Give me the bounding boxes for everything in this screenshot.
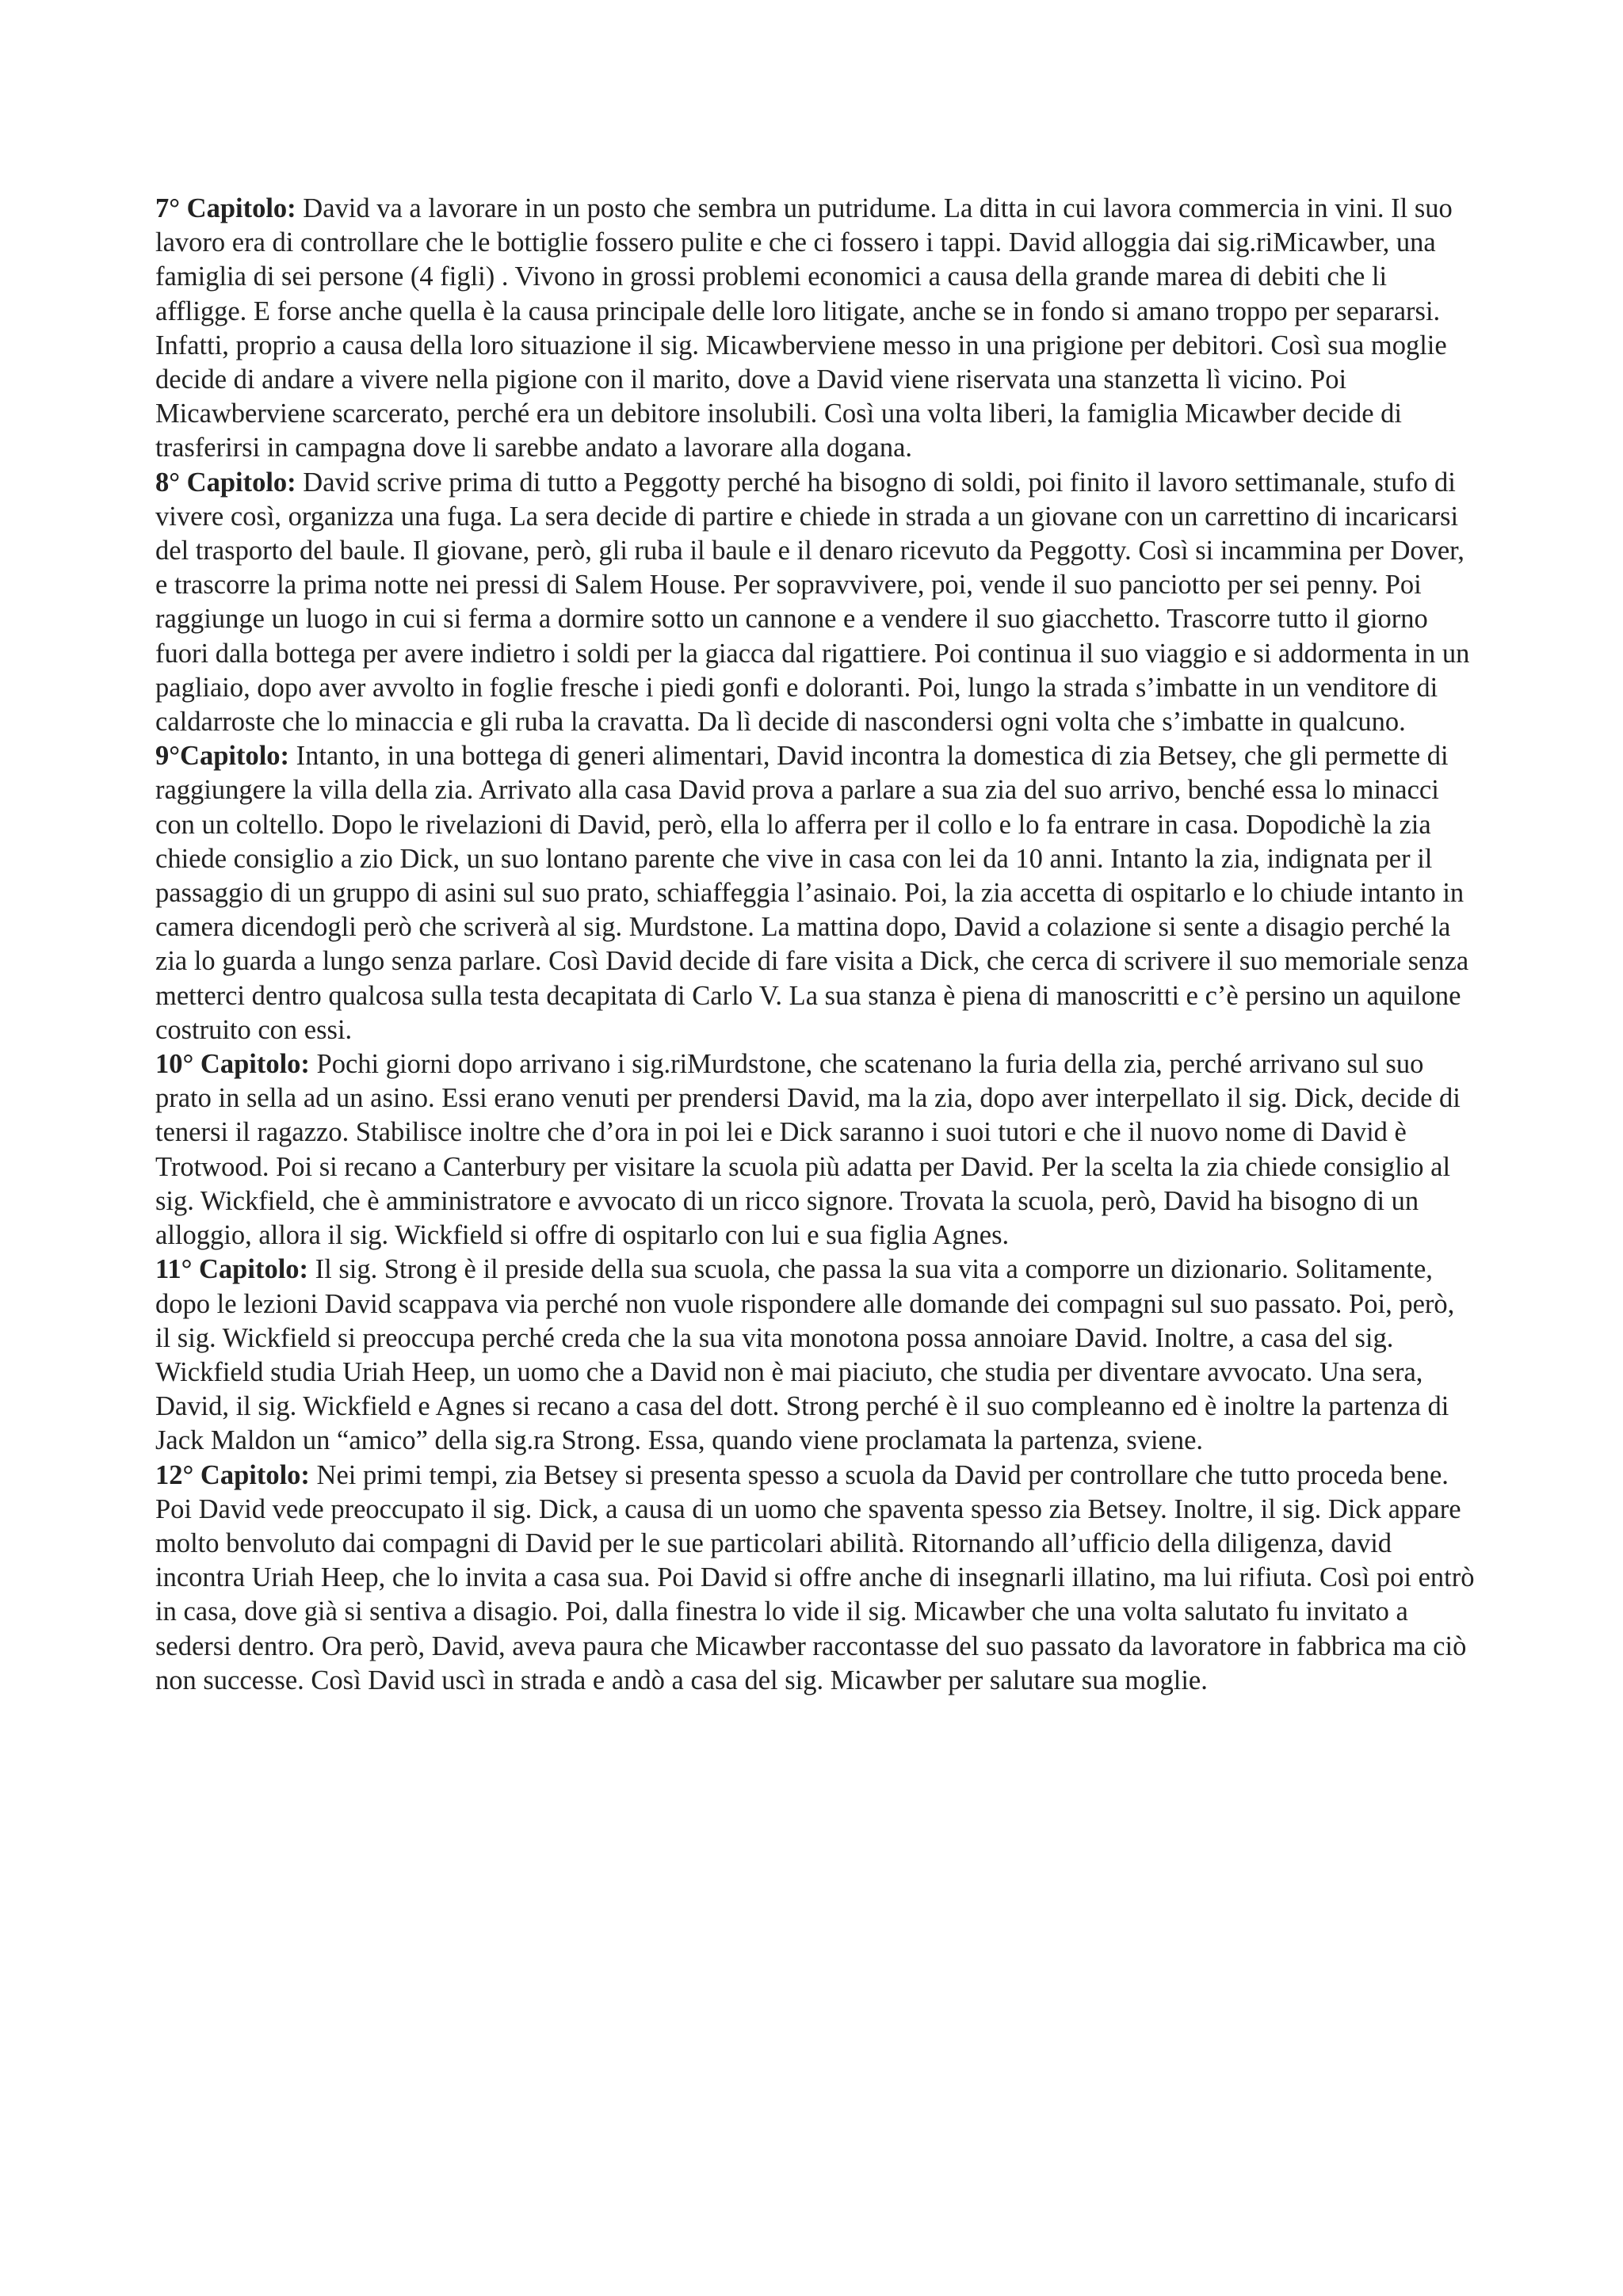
chapter-11-text: Il sig. Strong è il preside della sua scuola, che passa la sua vita a comporre un dizionario. Solitamente, dopo le lezioni David scappava via perché non vuole rispondere alle domande dei compagni sul suo passato. Poi, però, il sig. Wickfield si preoccupa perché creda che la sua vita monotona possa annoiare David. Inoltre, a casa del sig. Wickfield studia Uriah Heep, un uomo che a David non è mai piaciuto, che studia per diventare avvocato. Una sera, David, il sig. Wickfield e Agnes si recano a casa del dott. Strong perché è il suo compleanno ed è inoltre la partenza di Jack Maldon un “amico” della sig.ra Strong. Essa, quando viene proclamata la partenza, sviene. (155, 1254, 1455, 1456)
chapter-12-heading: 12° Capitolo: (155, 1459, 310, 1490)
chapter-10-text: Pochi giorni dopo arrivano i sig.riMurdstone, che scatenano la furia della zia, perché arrivano sul suo prato in sella ad un asino. Essi erano venuti per prendersi David, ma la zia, dopo aver interpellato il sig. Dick, decide di tenersi il ragazzo. Stabilisce inoltre che d’ora in poi lei e Dick saranno i suoi tutori e che il nuovo nome di David è Trotwood. Poi si recano a Canterbury per visitare la scuola più adatta per David. Per la scelta la zia chiede consiglio al sig. Wickfield, che è amministratore e avvocato di un ricco signore. Trovata la scuola, però, David ha bisogno di un alloggio, allora il sig. Wickfield si offre di ospitarlo con lui e sua figlia Agnes. (155, 1049, 1461, 1251)
chapter-12-paragraph (155, 1459, 1476, 1698)
chapter-12-text: Nei primi tempi, zia Betsey si presenta spesso a scuola da David per controllare che tutto proceda bene. Poi David vede preoccupato il sig. Dick, a causa di un uomo che spaventa spesso zia Betsey. Inoltre, il sig. Dick appare molto benvoluto dai compagni di David per le sue particolari abilità. Ritornando all’ufficio della diligenza, david incontra Uriah Heep, che lo invita a casa sua. Poi David si offre anche di insegnarli illatino, ma lui rifiuta. Così poi entrò in casa, dove già si sentiva a disagio. Poi, dalla finestra lo vide il sig. Micawber che una volta salutato fu invitato a sedersi dentro. Ora però, David, aveva paura che Micawber raccontasse del suo passato da lavoratore in fabbrica ma ciò non successe. Così David uscì in strada e andò a casa del sig. Micawber per salutare sua moglie. (155, 1459, 1475, 1695)
chapter-10-paragraph (155, 1047, 1476, 1253)
chapter-9-heading: 9°Capitolo: (155, 741, 290, 772)
chapter-7-paragraph (155, 192, 1476, 466)
chapter-7-heading: 7° Capitolo: (155, 193, 296, 223)
chapter-10-heading: 10° Capitolo: (155, 1049, 310, 1080)
chapter-11-heading: 11° Capitolo: (155, 1254, 309, 1285)
chapter-8-heading: 8° Capitolo: (155, 467, 296, 498)
chapter-7-text: David va a lavorare in un posto che sembra un putridume. La ditta in cui lavora commercia in vini. Il suo lavoro era di controllare che le bottiglie fossero pulite e che ci fossero i tappi. David alloggia dai sig.riMicawber, una famiglia di sei persone (4 figli) . Vivono in grossi problemi economici a causa della grande marea di debiti che li affligge. E forse anche quella è la causa principale delle loro litigate, anche se in fondo si amano troppo per separarsi. Infatti, proprio a causa della loro situazione il sig. Micawberviene messo in una prigione per debitori. Così sua moglie decide di andare a vivere nella pigione con il marito, dove a David viene riservata una stanzetta lì vicino. Poi Micawberviene scarcerato, perché era un debitore insolubili. Così una volta liberi, la famiglia Micawber decide di trasferirsi in campagna dove li sarebbe andato a lavorare alla dogana. (155, 193, 1453, 463)
chapter-8-paragraph (155, 466, 1476, 740)
chapter-9-text: Intanto, in una bottega di generi alimentari, David incontra la domestica di zia Betsey, che gli permette di raggiungere la villa della zia. Arrivato alla casa David prova a parlare a sua zia del suo arrivo, benché essa lo minacci con un coltello. Dopo le rivelazioni di David, però, ella lo afferra per il collo e lo fa entrare in casa. Dopodichè la zia chiede consiglio a zio Dick, un suo lontano parente che vive in casa con lei da 10 anni. Intanto la zia, indignata per il passaggio di un gruppo di asini sul suo prato, schiaffeggia l’asinaio. Poi, la zia accetta di ospitarlo e lo chiude intanto in camera dicendogli però che scriverà al sig. Murdstone. La mattina dopo, David a colazione si sente a disagio perché la zia lo guarda a lungo senza parlare. Così David decide di fare visita a Dick, che cerca di scrivere il suo memoriale senza metterci dentro qualcosa sulla testa decapitata di Carlo V. La sua stanza è piena di manoscritti e c’è persino un aquilone costruito con essi. (155, 741, 1469, 1045)
chapter-11-paragraph (155, 1253, 1476, 1458)
chapter-9-paragraph (155, 739, 1476, 1047)
chapter-8-text: David scrive prima di tutto a Peggotty perché ha bisogno di soldi, poi finito il lavoro settimanale, stufo di vivere così, organizza una fuga. La sera decide di partire e chiede in strada a un giovane con un carrettino di incaricarsi del trasporto del baule. Il giovane, però, gli ruba il baule e il denaro ricevuto da Peggotty. Così si incammina per Dover, e trascorre la prima notte nei pressi di Salem House. Per sopravvivere, poi, vende il suo panciotto per sei penny. Poi raggiunge un luogo in cui si ferma a dormire sotto un cannone e a vendere il suo giacchetto. Trascorre tutto il giorno fuori dalla bottega per avere indietro i soldi per la giacca dal rigattiere. Poi continua il suo viaggio e si addormenta in un pagliaio, dopo aver avvolto in foglie fresche i piedi gonfi e doloranti. Poi, lungo la strada s’imbatte in un venditore di caldarroste che lo minaccia e gli ruba la cravatta. Da lì decide di nascondersi ogni volta che s’imbatte in qualcuno. (155, 467, 1470, 738)
document-page (155, 192, 1476, 1698)
